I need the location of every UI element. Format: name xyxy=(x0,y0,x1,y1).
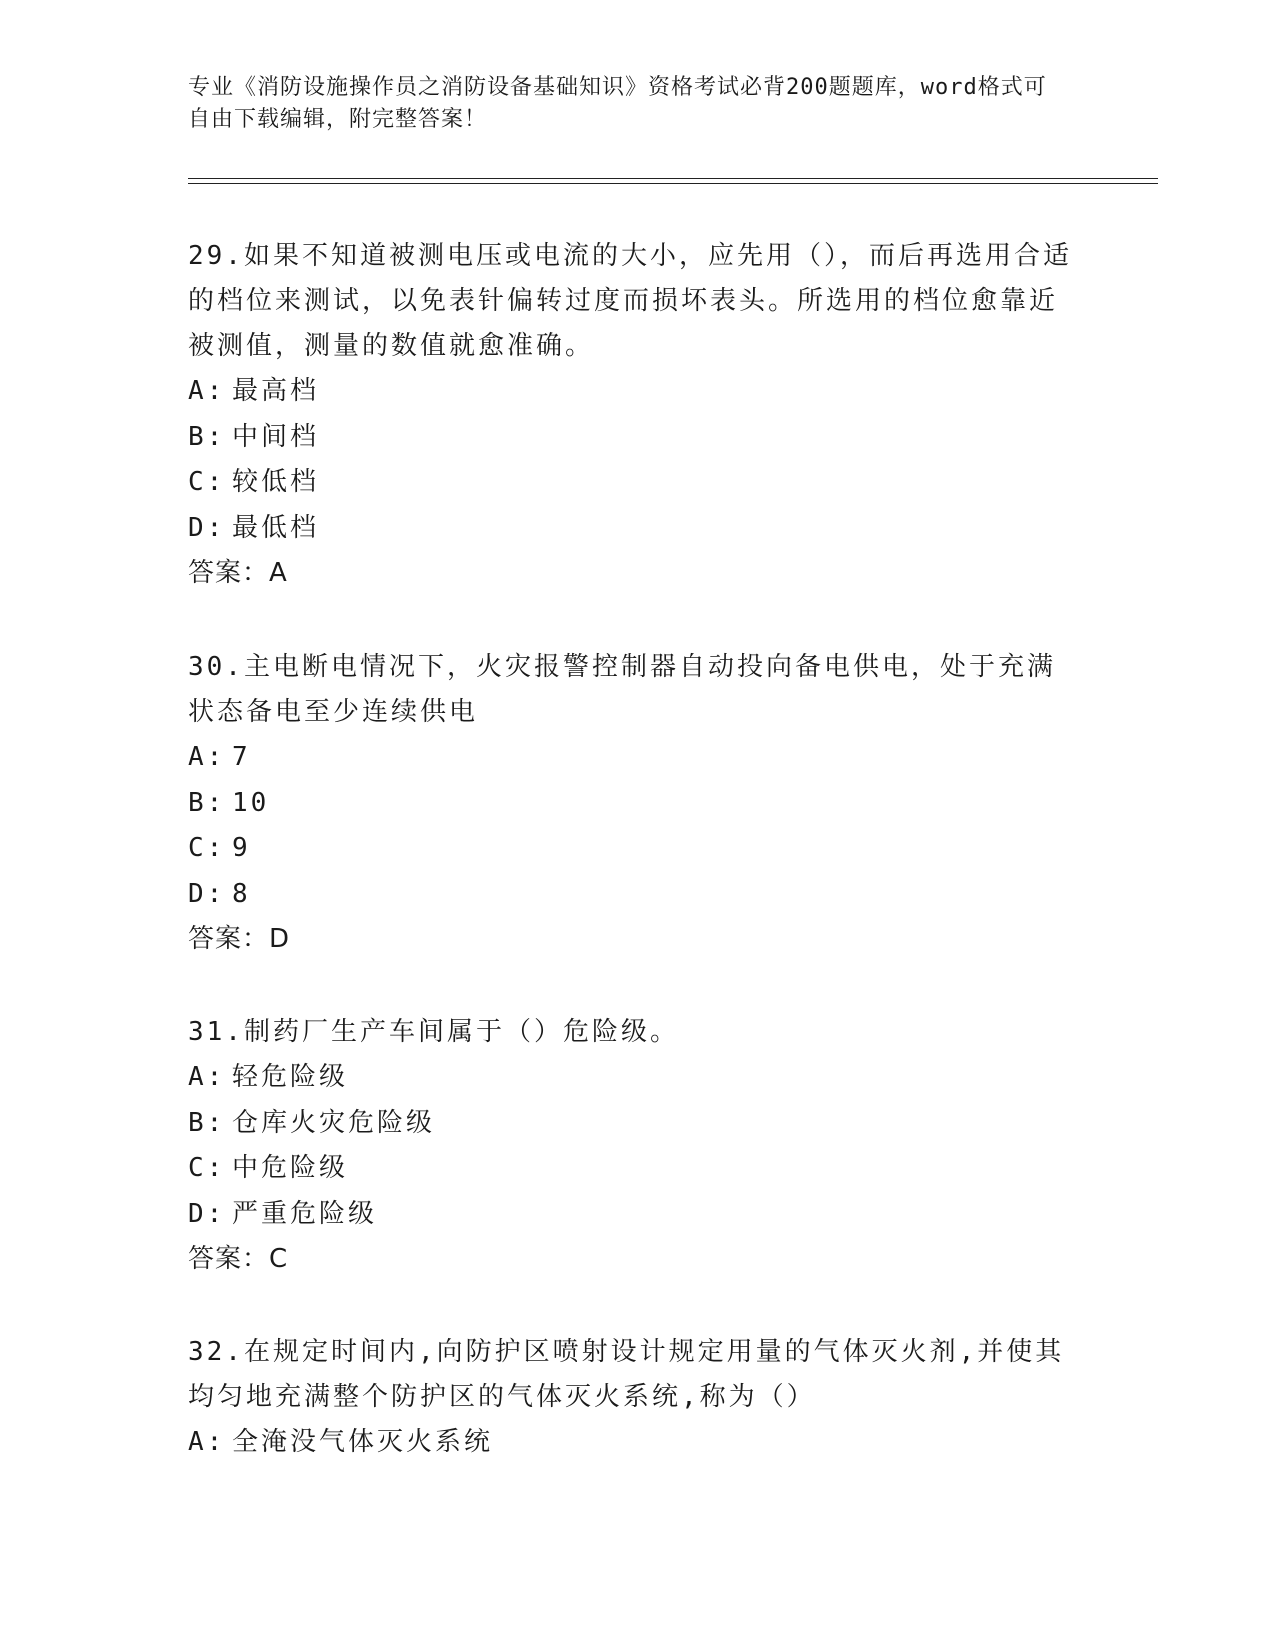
option-a xyxy=(188,1420,1078,1466)
option-text: 10 xyxy=(232,787,270,818)
option-key: B: xyxy=(188,1107,226,1138)
option-key: D: xyxy=(188,512,226,543)
option-key: D: xyxy=(188,878,226,909)
answer-line: 答案：D xyxy=(188,924,291,954)
option-text: 最高档 xyxy=(232,376,320,406)
question-stem: 29.如果不知道被测电压或电流的大小，应先用（），而后再选用合适的档位来测试，以免表针偏转过度而损坏表头。所选用的档位愈靠近被测值，测量的数值就愈准确。 xyxy=(188,241,1072,361)
option-text: 仓库火灾危险级 xyxy=(232,1107,436,1138)
document-header: 专业《消防设施操作员之消防设备基础知识》资格考试必背200题题库，word格式可自由下载编辑，附完整答案！ xyxy=(188,75,1047,132)
option-d xyxy=(188,872,1078,918)
option-key: B: xyxy=(188,421,226,452)
option-key: B: xyxy=(188,787,226,818)
option-d xyxy=(188,506,1078,552)
option-text: 全淹没气体灭火系统 xyxy=(232,1427,494,1457)
header-divider-bottom xyxy=(188,183,1158,184)
option-c xyxy=(188,460,1078,506)
question-29 xyxy=(188,234,1078,597)
option-text: 9 xyxy=(232,833,251,863)
option-key: A: xyxy=(188,1062,226,1092)
option-c xyxy=(188,1146,1078,1192)
option-text: 严重危险级 xyxy=(232,1198,378,1229)
option-a xyxy=(188,1055,1078,1101)
option-text: 较低档 xyxy=(232,467,320,497)
option-d xyxy=(188,1192,1078,1238)
option-b xyxy=(188,781,1078,827)
option-text: 中间档 xyxy=(232,421,320,452)
question-31 xyxy=(188,1010,1078,1283)
option-text: 8 xyxy=(232,878,251,909)
option-key: C: xyxy=(188,1153,226,1183)
answer-line: 答案：C xyxy=(188,1244,289,1274)
option-key: C: xyxy=(188,467,226,497)
option-b xyxy=(188,415,1078,461)
option-a xyxy=(188,369,1078,415)
option-key: C: xyxy=(188,833,226,863)
option-key: A: xyxy=(188,1427,226,1457)
option-a xyxy=(188,735,1078,781)
option-c xyxy=(188,826,1078,872)
question-stem: 31.制药厂生产车间属于（）危险级。 xyxy=(188,1017,679,1047)
question-stem: 30.主电断电情况下，火灾报警控制器自动投向备电供电，处于充满状态备电至少连续供电 xyxy=(188,652,1056,727)
option-text: 7 xyxy=(232,742,251,772)
option-key: A: xyxy=(188,376,226,406)
option-text: 轻危险级 xyxy=(232,1062,349,1092)
header-divider-top xyxy=(188,178,1158,179)
answer-line: 答案：A xyxy=(188,558,288,588)
option-key: D: xyxy=(188,1198,226,1229)
option-key: A: xyxy=(188,742,226,772)
option-text: 最低档 xyxy=(232,512,320,543)
option-text: 中危险级 xyxy=(232,1153,349,1183)
question-30 xyxy=(188,645,1078,963)
question-32 xyxy=(188,1330,1078,1466)
option-b xyxy=(188,1101,1078,1147)
question-stem: 32.在规定时间内,向防护区喷射设计规定用量的气体灭火剂,并使其均匀地充满整个防护区的气体灭火系统,称为（） xyxy=(188,1337,1065,1412)
